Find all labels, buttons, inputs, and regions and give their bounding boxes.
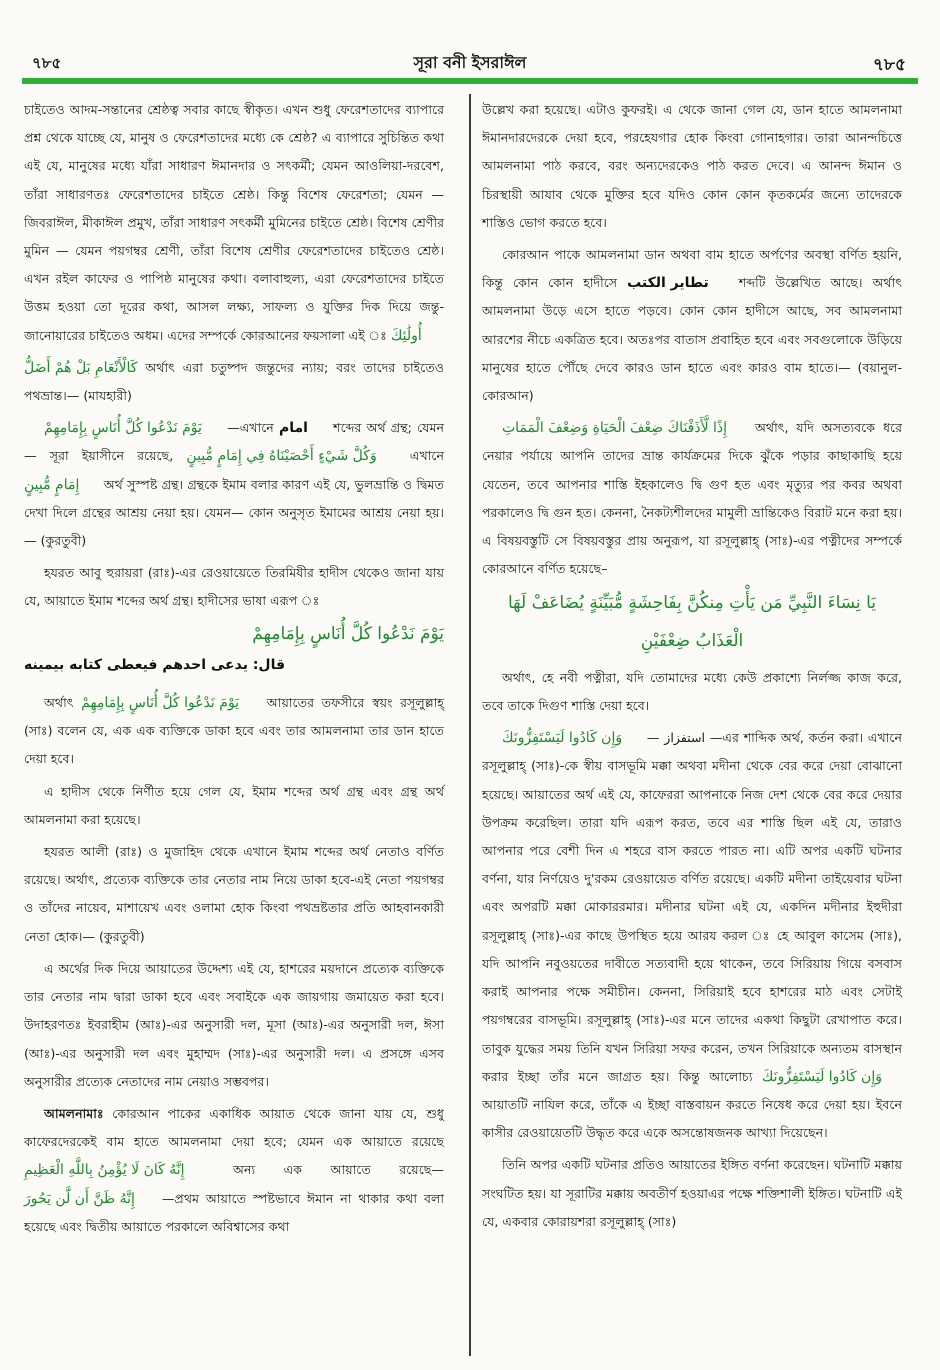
arabic-text: كَالْأَنْعَامِ بَلْ هُمْ أَضَلُّ — [24, 359, 138, 376]
arabic-text: الْعَذَابُ ضِعْفَيْنِ — [640, 630, 744, 651]
paragraph — [482, 724, 902, 1147]
text: অন্য এক আয়াতে রয়েছে— — [233, 1162, 444, 1178]
arabic-verse — [482, 589, 902, 618]
text: হযরত আলী (রাঃ) ও মুজাহিদ থেকে এখানে ইমাম শব্দের অর্থ নেতাও বর্ণিত রয়েছে। অর্থাৎ, প্রত্যেক ব্যক্তিকে তার নেতার নাম নিয়ে ডাকা হবে-এই নেতা পয়গম্বর ও তাঁদের নায়েব, মাশায়েখ এবং ওলামা হোক কিংবা পথভ্রষ্টতার প্রতি আহবানকারী নেতা হোক।— (কুরতুবী) — [24, 844, 444, 944]
text: শব্দটি উল্লেখিত আছে। অর্থাৎ আমলনামা উড়ে এসে হাতে পড়বে। কোন কোন হাদীসে আছে, সব আমলনামা আরশের নীচে একত্রিত হবে। অতঃপর বাতাস প্রবাহিত হবে এবং সবগুলোকে উড়িয়ে মানুষের হাতে পৌঁছে দেবে কারও ডান হাতে এবং কারও বাম হাতে।— (বয়ানুল-কোরআন) — [482, 275, 902, 404]
paragraph — [482, 96, 902, 237]
arabic-verse — [482, 627, 902, 656]
arabic-text: امام — [278, 420, 308, 437]
page-number-right: ৭৮৫ — [872, 55, 906, 75]
arabic-text: يَوْمَ نَدْعُوا كُلَّ أُنَاسٍ بِإِمَامِهِمْ — [44, 420, 202, 437]
arabic-text: يَوْمَ نَدْعُوا كُلَّ أُنَاسٍ بِإِمَامِهِمْ — [81, 695, 240, 712]
arabic-text: إِذًا لَّأَذَقْنَاكَ ضِعْفَ الْحَيَاةِ وَضِعْفَ الْمَمَاتِ — [502, 420, 728, 437]
paragraph — [482, 664, 902, 720]
arabic-text: وَكُلَّ شَيْءٍ أَحْصَيْنَاهُ فِي إِمَامٍ مُّبِينٍ — [186, 448, 377, 465]
paragraph — [24, 414, 444, 555]
text: এ অর্থের দিক দিয়ে আয়াতের উদ্দেশ্য এই যে, হাশরের ময়দানে প্রত্যেক ব্যক্তিকে তার নেতার নাম দ্বারা ডাকা হবে এবং সবাইকে এক জায়গায় জমায়েত করা হবে। উদাহরণতঃ ইবরাহীম (আঃ)-এর অনুসারী দল, মূসা (আঃ)-এর অনুসারী দল, ঈসা (আঃ)-এর অনুসারী দল এবং মুহাম্মদ (সাঃ)-এর অনুসারী দল। এ প্রসঙ্গে এসব অনুসারীর প্রত্যেক নেতাদের নাম নেয়াও সম্ভবপর। — [24, 960, 444, 1089]
paragraph — [24, 955, 444, 1096]
page-title: সূরা বনী ইসরাঈল — [413, 53, 527, 72]
page-header — [0, 0, 940, 90]
text: — استفزاز —এর শাব্দিক অর্থ, কর্তন করা। এখানে রসূলুল্লাহ্ (সাঃ)-কে স্বীয় বাসভূমি মক্কা অথবা মদীনা থেকে বের করে দেয়া বোঝানো হয়েছে। আয়াতের অর্থ এই যে, কাফেররা আপনাকে নিজ দেশ থেকে বের করে দেয়ার উপক্রম করেছিল। তারা যদি এরূপ করত, তবে এর শাস্তি ছিল এই যে, তারাও আপনার পরে বেশী দিন এ শহরে বাস করতে পারত না। এটি অপর একটি ঘটনার বর্ণনা, যার নির্ণয়েও দু'রকম রেওয়ায়েত বর্ণিত রয়েছে। একটি মদীনা তাইয়েবার ঘটনা এবং অপরটি মক্কা মোকাররমার। মদীনার ঘটনা এই যে, একদিন মদীনার ইহুদীরা রসূলুল্লাহ্ (সাঃ)-এর কাছে উপস্থিত হয়ে আরয করল ঃ হে আবুল কাসেম (সাঃ), যদি আপনি নবুওয়তের দাবীতে সত্যবাদী হয়ে থাকেন, তবে সিরিয়ায় গিয়ে বসবাস করাই আপনার পক্ষে সমীচীন। কেননা, সিরিয়াই হবে হাশরের মাঠ এবং সেটাই পয়গম্বরের বাসভূমি। রসূলুল্লাহ্ (সাঃ)-এর মনে তাদের একথা কিছুটা রেখাপাত করে। তাবুক যুদ্ধের সময় তিনি যখন সিরিয়া সফর করেন, তখন সিরিয়াকে অন্যতম বাসস্থান করার ইচ্ছা তাঁর মনে জাগ্রত হয়। কিন্তু আলোচ্য — [482, 730, 902, 1084]
arabic-text: إِنَّهُ كَانَ لَا يُؤْمِنُ بِاللَّهِ الْعَظِيمِ — [24, 1162, 185, 1179]
paragraph — [482, 414, 902, 583]
arabic-text: إِمَامٍ مُّبِينٍ — [24, 476, 80, 493]
header-rule — [22, 78, 918, 84]
page-number-left: ৭৮৫ — [32, 54, 62, 72]
arabic-quote — [24, 620, 444, 649]
paragraph — [24, 1100, 444, 1241]
text: এখানে — [409, 448, 444, 464]
paragraph — [482, 1151, 902, 1236]
right-column — [482, 96, 902, 1240]
hadith-quote — [24, 651, 444, 679]
text: এ হাদীস থেকে নির্ণীত হয়ে গেল যে, ইমাম শব্দের অর্থ গ্রন্থ এবং গ্রন্থ অর্থ আমলনামা করা হয়েছে। — [24, 783, 444, 827]
arabic-text: قال: يدعى احدهم فيعطى كتابه بيمينه — [24, 656, 285, 673]
text: আয়াতের তফসীরে স্বয়ং রসূলুল্লাহ্ (সাঃ) বলেন যে, এক এক ব্যক্তিকে ডাকা হবে এবং তার আমলনামা তার ডান হাতে দেয়া হবে। — [24, 695, 444, 767]
arabic-text: إِنَّهُ ظَنَّ أَن لَّن يَحُورَ — [24, 1190, 135, 1207]
arabic-text: تطاير الكتب — [627, 275, 709, 292]
left-column — [24, 96, 444, 1245]
arabic-text: أُولَٰئِكَ — [390, 327, 422, 344]
column-divider — [469, 94, 471, 1356]
arabic-text: يَوْمَ نَدْعُوا كُلَّ أُنَاسٍ بِإِمَامِهِمْ — [252, 623, 444, 644]
paragraph — [24, 689, 444, 774]
paragraph — [24, 838, 444, 951]
paragraph — [482, 241, 902, 410]
text: অর্থাৎ, হে নবী পত্নীরা, যদি তোমাদের মধ্যে কেউ প্রকাশ্যে নির্লজ্জ কাজ করে, তবে তাকে দিগুণ শাস্তি দেয়া হবে। — [482, 669, 902, 714]
text: উল্লেখ করা হয়েছে। এটাও কুফরই। এ থেকে জানা গেল যে, ডান হাতে আমলনামা ঈমানদারদেরকে দেয়া হবে, পরহেযগার হোক কিংবা গোনাহগার। তারা আনন্দচিত্তে আমলনামা পাঠ করবে, বরং অন্যদেরকেও পাঠ করত দেবে। এ আনন্দ ঈমান ও চিরস্থায়ী আযাব থেকে মুক্তির হবে যদিও কোন কোন কৃতকর্মের জন্যে তাদেরকে শাস্তিও ভোগ করতে হবে। — [482, 102, 902, 230]
arabic-text: يَا نِسَاءَ النَّبِيِّ مَن يَأْتِ مِنكُنَّ بِفَاحِشَةٍ مُّبَيِّنَةٍ يُضَاعَفْ لَهَا — [508, 593, 876, 614]
text: অর্থাৎ — [44, 695, 74, 711]
paragraph — [24, 778, 444, 834]
text: অর্থ সুস্পষ্ট গ্রন্থ। গ্রন্থকে ইমাম বলার কারণ এই যে, ভুলভ্রান্তি ও দ্বিমত দেখা দিলে গ্রন্থের আশ্রয় নেয়া হয়। যেমন— কোন অনুসৃত ইমামের আশ্রয় নেয়া হয়।— (কুরতুবী) — [24, 476, 444, 549]
text: অর্থাৎ, যদি অসত্যবকে ধরে নেয়ার পর্যায়ে আপনি তাদের ভ্রান্ত কার্যক্রমের দিকে ঝুঁকে পড়ার কাছাকাছি হয়ে যেতেন, তবে আপনার শাস্তি ইহকালেও দ্বি গুণ হত এবং মৃত্যুর পর কবর অথবা পরকালেও দ্বি গুন হত। কেননা, নৈকট্যশীলদের মামুলী ভ্রান্তিকেও বিরাট মনে করা হয়। এ বিষয়বস্তুটি সে বিষয়বস্তুর প্রায় অনুরূপ, যা রসূলুল্লাহ্ (সাঃ)-এর পত্নীদের সম্পর্কে কোরআনে বর্ণিত হয়েছে– — [482, 420, 902, 577]
text: হযরত আবু হুরায়রা (রাঃ)-এর রেওয়ায়েতে তিরমিযীর হাদীস থেকেও জানা যায় যে, আয়াতে ইমাম শব্দের অর্থ গ্রন্থ। হাদীসের ভাষা এরূপ ঃ — [24, 565, 444, 609]
text: আয়াতটি নাযিল করে, তাঁকে এ ইচ্ছা বাস্তবায়ন করতে নিষেধ করে দেয়া হয়। ইবনে কাসীর রেওয়ায়েতটি উদ্ধৃত করে একে অসন্তোষজনক আখ্যা দিয়েছেন। — [482, 1096, 902, 1141]
text: —এখানে — [227, 420, 274, 436]
arabic-text: وَإِن كَادُوا لَيَسْتَفِزُّونَكَ — [761, 1068, 882, 1085]
text: অর্থাৎ এরা চতুষ্পদ জন্তুদের ন্যায়; বরং তাদের চাইতেও পথভ্রান্ত।— (মাযহারী) — [24, 359, 444, 404]
text: চাইতেও আদম-সন্তানের শ্রেষ্ঠত্ব সবার কাছে স্বীকৃত। এখন শুধু ফেরেশতাদের ব্যাপারে প্রশ্ন থেকে যাচ্ছে যে, মানুষ ও ফেরেশতাদের মধ্যে কে শ্রেষ্ঠ? এ ব্যাপারে সুচিন্তিত কথা এই যে, মানুষের মধ্যে যাঁরা সাধারণ ঈমানদার ও সৎকর্মী; যেমন আওলিয়া-দরবেশ, তাঁরা সাধারণতঃ ফেরেশতাদের চাইতে শ্রেষ্ঠ। কিন্তু বিশেষ ফেরেশতা; যেমন — জিবরাঈল, মীকাঈল প্রমুখ, তাঁরা সাধারণ সৎকর্মী মুমিনের চাইতে শ্রেষ্ঠ। বিশেষ শ্রেণীর মুমিন — যেমন পয়গম্বর শ্রেণী, তাঁরা বিশেষ শ্রেণীর ফেরেশতাদের চাইতেও শ্রেষ্ঠ। এখন রইল কাফের ও পাপিষ্ঠ মানুষের কথা। বলাবাহুল্য, এরা ফেরেশতাদের চাইতে উত্তম হওয়া তো দূরের কথা, আসল লক্ষ্য, সাফল্য ও যুক্তির দিক দিয়ে জন্তু-জানোয়ারের চাইতেও অধম। এদের সম্পর্কে কোরআনের ফয়সালা এই ঃ — [24, 102, 444, 343]
text: কোরআন পাকে আমলনামা ডান অথবা বাম হাতে অর্পণের অবস্থা বর্ণিত হয়নি, কিন্তু কোন কোন হাদীসে — [482, 247, 902, 291]
text: তিনি অপর একটি ঘটনার প্রতিও আয়াতের ইঙ্গিত বর্ণনা করেছেন। ঘটনাটি মক্কায় সংঘটিত হয়। যা সূরাটির মক্কায় অবতীর্ণ হওয়াএর পক্ষে শক্তিশালী ইঙ্গিত। ঘটনাটি এই যে, একবার কোরায়শরা রসূলুল্লাহ্ (সাঃ) — [482, 1157, 902, 1229]
heading: আমলনামাঃ — [44, 1105, 104, 1121]
text: কোরআন পাকের একাধিক আয়াত থেকে জানা যায় যে, শুধু কাফেরদেরকেই বাম হাতে আমলনামা দেয়া হবে; যেমন এক আয়াতে রয়েছে — [24, 1105, 444, 1150]
paragraph — [24, 559, 444, 615]
paragraph — [24, 354, 444, 410]
paragraph — [24, 96, 444, 350]
text: শব্দের অর্থ গ্রন্থ; যেমন — সূরা ইয়াসীনে রয়েছে, — [24, 420, 444, 464]
arabic-text: وَإِن كَادُوا لَيَسْتَفِزُّونَكَ — [502, 730, 623, 747]
text: —প্রথম আয়াতে স্পষ্টভাবে ঈমান না থাকার কথা বলা হয়েছে এবং দ্বিতীয় আয়াতে পরকালে অবিশ্বাসের কথা — [24, 1190, 444, 1234]
